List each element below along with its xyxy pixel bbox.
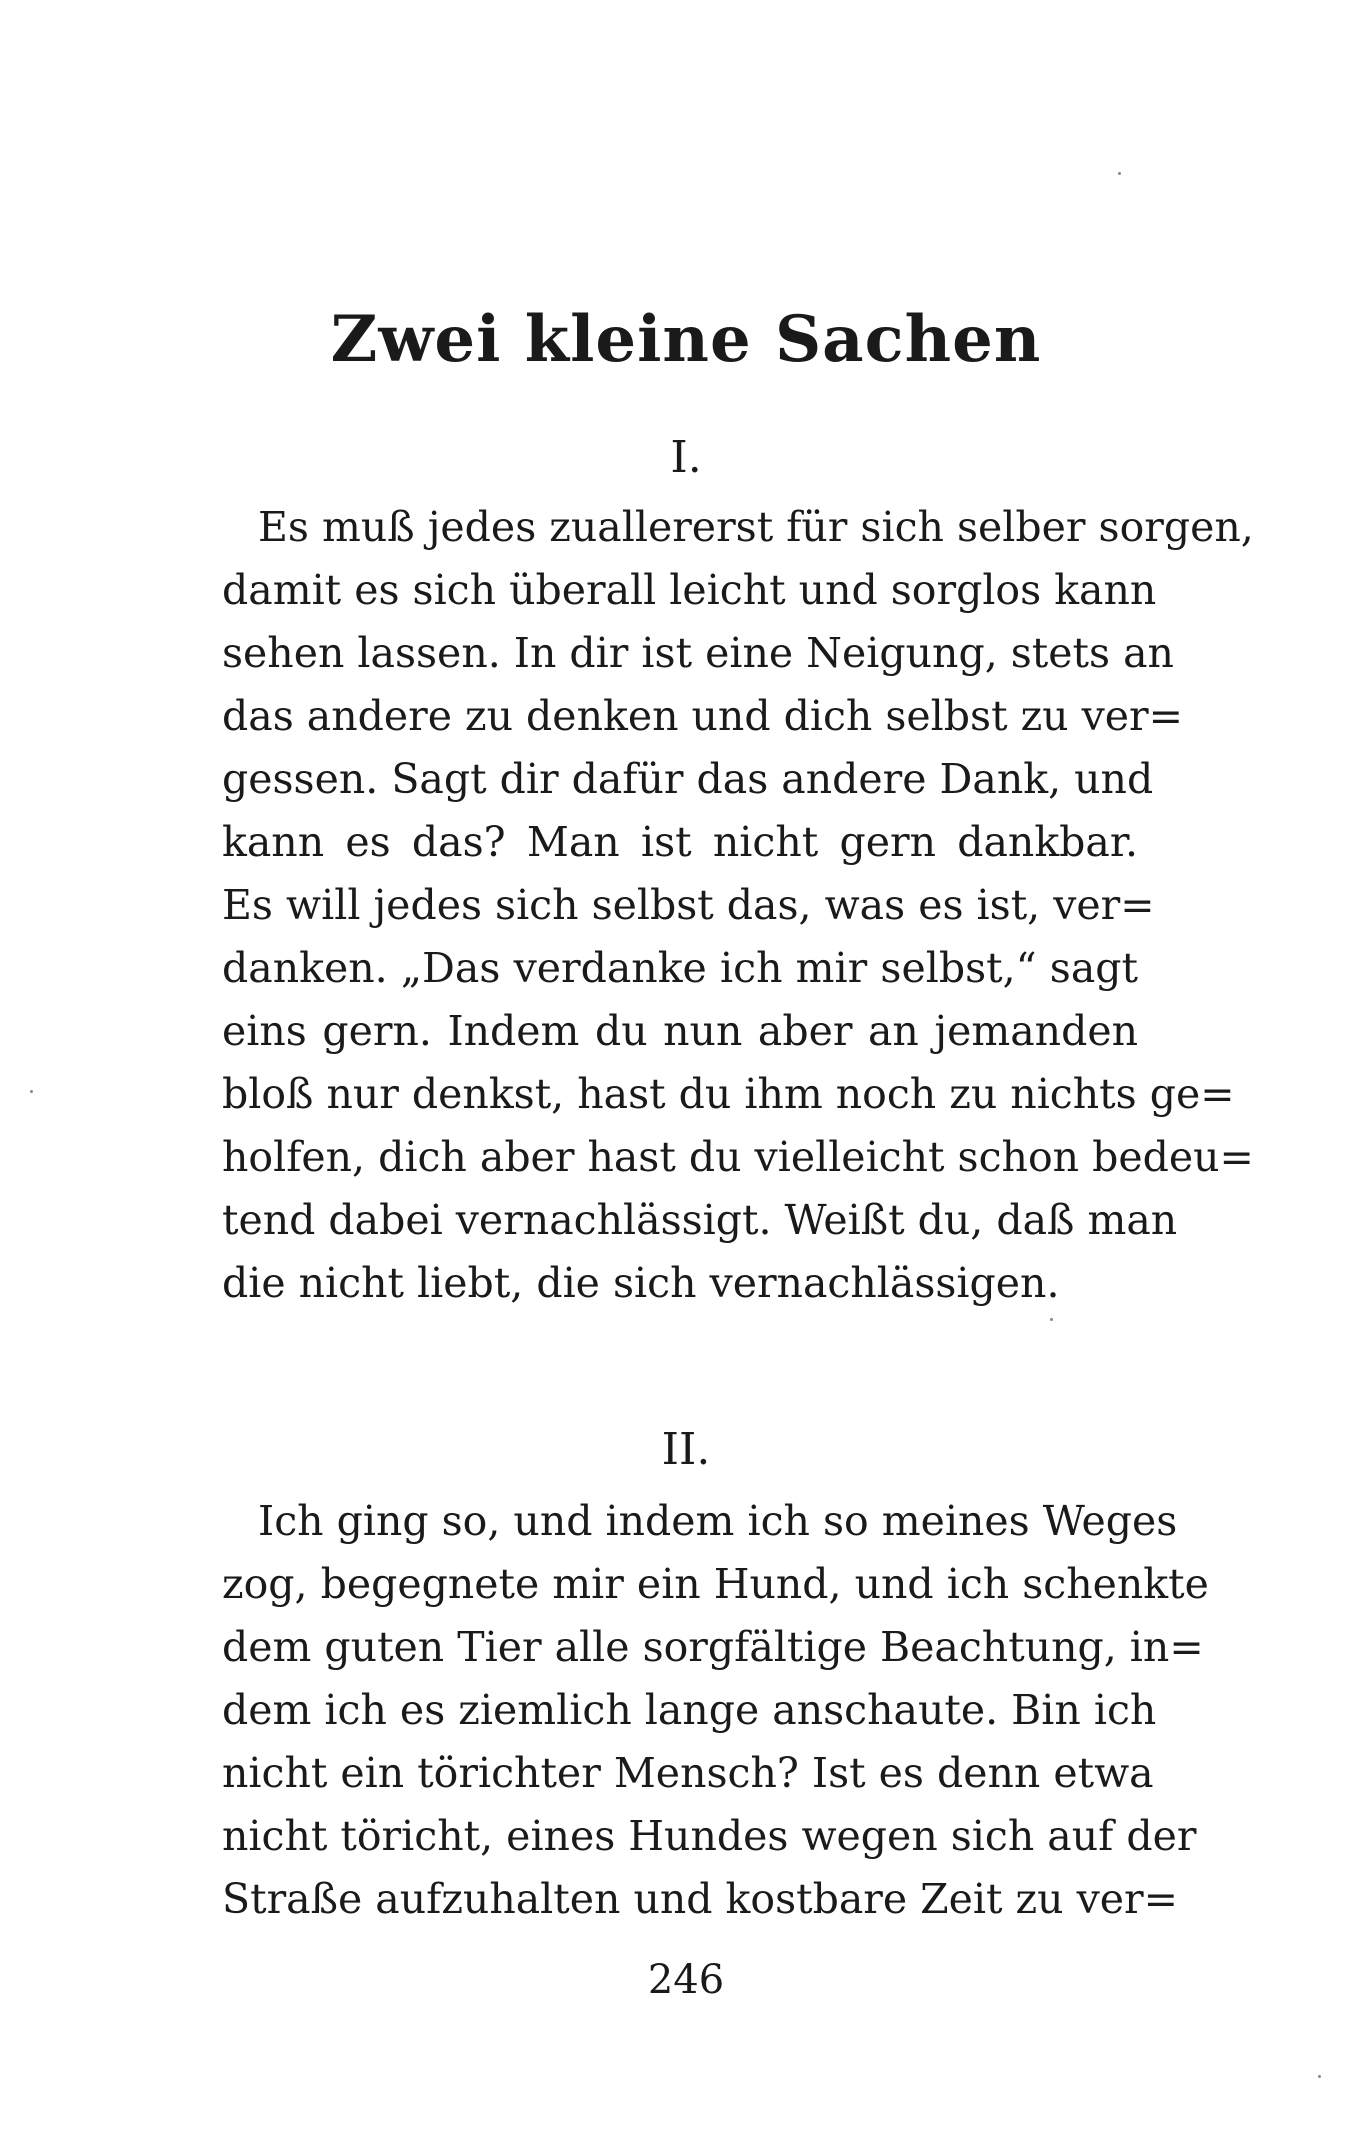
text-line: kann es das? Man ist nicht gern dankbar. bbox=[222, 818, 1138, 866]
text-line: danken. „Das verdanke ich mir selbst,“ sagt bbox=[222, 944, 1138, 992]
text-line: die nicht liebt, die sich vernachlässigen. bbox=[222, 1259, 1060, 1307]
text-line: gessen. Sagt dir dafür das andere Dank, und bbox=[222, 755, 1154, 803]
paper-speck bbox=[1050, 1318, 1053, 1321]
text-line: bloß nur denkst, hast du ihm noch zu nichts ge= bbox=[222, 1070, 1235, 1118]
section-2-text bbox=[222, 1490, 1209, 1931]
text-line: nicht ein törichter Mensch? Ist es denn etwa bbox=[222, 1749, 1154, 1797]
text-line: tend dabei vernachlässigt. Weißt du, daß man bbox=[222, 1196, 1178, 1244]
chapter-title: Zwei kleine Sachen bbox=[330, 302, 1042, 377]
text-line: Es will jedes sich selbst das, was es ist, ver= bbox=[222, 881, 1155, 929]
text-line: holfen, dich aber hast du vielleicht schon bedeu= bbox=[222, 1133, 1254, 1181]
text-line: Es muß jedes zuallererst für sich selber sorgen, bbox=[258, 503, 1254, 551]
text-line: dem guten Tier alle sorgfältige Beachtung, in= bbox=[222, 1623, 1204, 1671]
section-number-1: I. bbox=[670, 432, 702, 483]
section-number-2: II. bbox=[661, 1424, 711, 1475]
text-line: dem ich es ziemlich lange anschaute. Bin ich bbox=[222, 1686, 1157, 1734]
text-line: Ich ging so, und indem ich so meines Weges bbox=[258, 1497, 1178, 1545]
text-line: Straße aufzuhalten und kostbare Zeit zu ver= bbox=[222, 1875, 1178, 1923]
page-number: 246 bbox=[647, 1957, 725, 2003]
paper-speck bbox=[1118, 172, 1121, 175]
text-line: sehen lassen. In dir ist eine Neigung, stets an bbox=[222, 629, 1174, 677]
section-1-text bbox=[222, 496, 1254, 1315]
paper-speck bbox=[1318, 2075, 1321, 2078]
paper-speck bbox=[30, 1090, 33, 1093]
text-line: zog, begegnete mir ein Hund, und ich schenkte bbox=[222, 1560, 1209, 1608]
text-line: das andere zu denken und dich selbst zu ver= bbox=[222, 692, 1183, 740]
text-line: eins gern. Indem du nun aber an jemanden bbox=[222, 1007, 1138, 1055]
text-line: nicht töricht, eines Hundes wegen sich auf der bbox=[222, 1812, 1197, 1860]
text-line: damit es sich überall leicht und sorglos kann bbox=[222, 566, 1157, 614]
